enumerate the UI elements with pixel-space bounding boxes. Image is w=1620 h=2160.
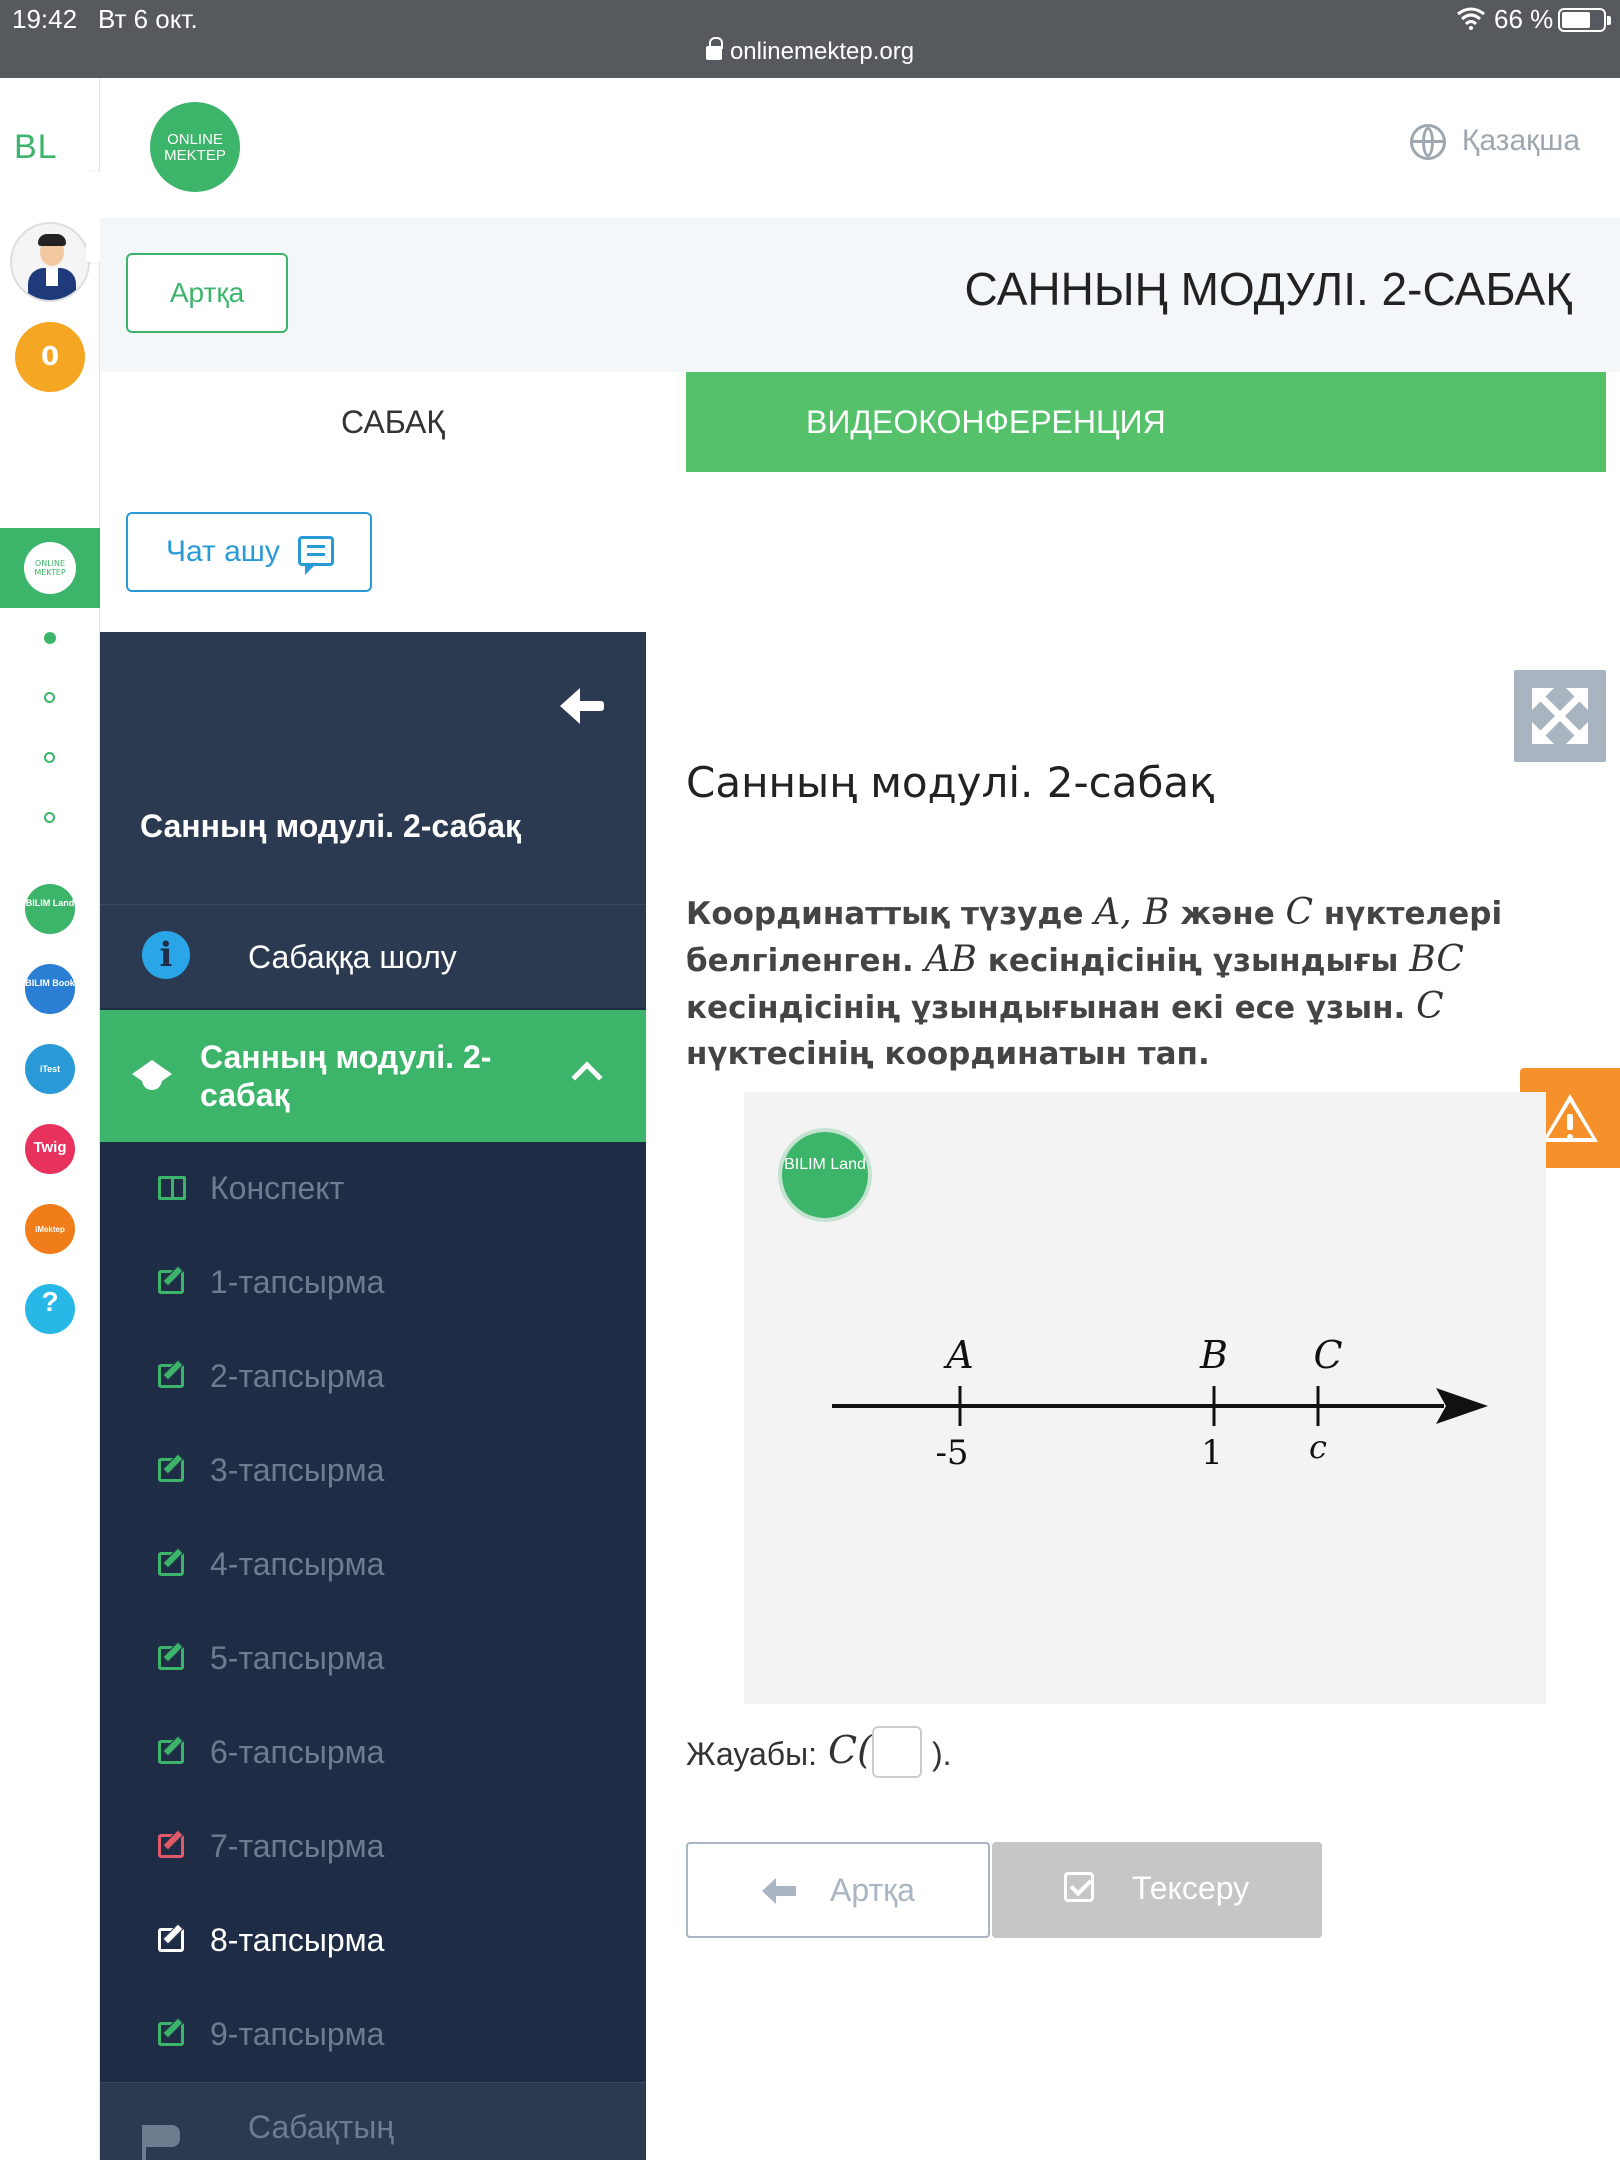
page-title: САННЫҢ МОДУЛІ. 2-САБАҚ	[964, 263, 1572, 315]
sidebar-item-label: 4-тапсырма	[210, 1546, 385, 1582]
twig-icon[interactable]: Twig	[25, 1124, 75, 1174]
rail-dot[interactable]	[44, 632, 56, 644]
arrow-left-icon[interactable]	[560, 688, 604, 724]
rail-dot[interactable]	[44, 752, 55, 763]
bl-logo[interactable]: BL	[14, 128, 58, 166]
value-label-b: 1	[1201, 1433, 1223, 1473]
edit-icon	[158, 1364, 184, 1388]
checkbox-icon	[1064, 1872, 1094, 1902]
graduation-cap-icon	[132, 1060, 172, 1090]
sidebar-item-task-5[interactable]	[100, 1612, 646, 1706]
value-label-a: -5	[935, 1433, 969, 1473]
sidebar-header	[100, 632, 646, 904]
battery-icon	[1558, 8, 1606, 32]
check-button[interactable]	[992, 1842, 1322, 1938]
status-time: 19:42	[12, 4, 78, 34]
sidebar-item-task-1[interactable]	[100, 1236, 646, 1330]
sidebar-item-label: 3-тапсырма	[210, 1452, 385, 1488]
rail-item-onlinemektep[interactable]	[0, 528, 100, 608]
points-badge[interactable]: 0	[15, 322, 85, 392]
sidebar-item-label: 5-тапсырма	[210, 1640, 385, 1676]
sidebar-item-overview[interactable]	[100, 904, 646, 1008]
header	[100, 78, 1620, 218]
edit-icon	[158, 1740, 184, 1764]
edit-icon	[158, 1928, 184, 1952]
sidebar-item-summary[interactable]	[100, 2082, 646, 2160]
wifi-icon	[1456, 6, 1486, 30]
bilimland-logo: BILIM Land	[782, 1132, 868, 1218]
edit-icon	[158, 1646, 184, 1670]
task-text: Координаттық түзуде A, B және C нүктелері белгіленген. AB кесіндісінің ұзындығы BC кесіндісінің ұзындығынан екі есе ұзын. C нүктесінің координатын тап.	[686, 892, 1503, 1072]
bilimland-icon[interactable]: BILIM Land	[25, 884, 75, 934]
onlinemektep-icon: ONLINE MEKTEP	[24, 542, 76, 594]
sidebar-item-label: 2-тапсырма	[210, 1358, 385, 1394]
chat-icon	[298, 536, 334, 566]
back-button-bottom[interactable]	[686, 1842, 990, 1938]
address-bar[interactable]	[0, 38, 1620, 66]
imektep-icon[interactable]: iMektep	[25, 1204, 75, 1254]
point-label-a: A	[946, 1333, 974, 1377]
answer-close: ).	[932, 1736, 952, 1772]
number-line-figure	[744, 1092, 1546, 1704]
status-date: Вт 6 окт.	[98, 4, 198, 34]
sidebar-item-task-3[interactable]	[100, 1424, 646, 1518]
back-button-label: Артқа	[830, 1872, 915, 1908]
sidebar-item-task-8[interactable]	[100, 1894, 646, 1988]
sidebar-item-label: Сабаққа шолу	[248, 939, 457, 975]
point-label-b: B	[1200, 1333, 1228, 1377]
sidebar-item-label: 8-тапсырма	[210, 1922, 385, 1958]
sidebar-item-label: 9-тапсырма	[210, 2016, 385, 2052]
tab-lesson[interactable]: САБАҚ	[100, 372, 686, 472]
sidebar-item-label: 1-тапсырма	[210, 1264, 385, 1300]
sidebar-item-task-2[interactable]	[100, 1330, 646, 1424]
title-band	[100, 218, 1620, 372]
url-text: onlinemektep.org	[729, 38, 915, 65]
language-label: Қазақша	[1461, 124, 1580, 157]
info-icon: i	[142, 931, 190, 979]
sidebar-section-label: Санның модулі. 2-сабақ	[200, 1039, 492, 1113]
edit-icon	[158, 2022, 184, 2046]
avatar[interactable]	[10, 222, 90, 302]
itest-icon[interactable]: iTest	[25, 1044, 75, 1094]
help-icon[interactable]: ?	[25, 1284, 75, 1334]
sidebar-item-task-7[interactable]	[100, 1800, 646, 1894]
value-label-c: c	[1309, 1428, 1327, 1466]
sidebar-item-label: 6-тапсырма	[210, 1734, 385, 1770]
sidebar-item-label: 7-тапсырма	[210, 1828, 385, 1864]
onlinemektep-logo[interactable]: ONLINE MEKTEP	[150, 102, 240, 192]
check-button-label: Тексеру	[1132, 1870, 1250, 1906]
language-switcher[interactable]	[1410, 124, 1580, 160]
answer-label: Жауабы:	[686, 1736, 817, 1772]
left-rail	[0, 78, 100, 2160]
lock-icon	[706, 46, 722, 60]
sidebar-item-task-9[interactable]	[100, 1988, 646, 2082]
expand-icon	[1514, 670, 1606, 762]
sidebar-item-label: Конспект	[210, 1170, 345, 1206]
status-bar	[0, 0, 1620, 78]
globe-icon	[1410, 124, 1446, 160]
sidebar-item-konspekt[interactable]	[100, 1142, 646, 1236]
flag-icon	[142, 2125, 182, 2160]
edit-icon	[158, 1270, 184, 1294]
rail-dot[interactable]	[44, 692, 55, 703]
edit-icon	[158, 1552, 184, 1576]
edit-icon	[158, 1834, 184, 1858]
number-line	[744, 1092, 1546, 1704]
lesson-sidebar	[100, 632, 646, 2160]
book-icon	[158, 1176, 186, 1200]
open-chat-button[interactable]	[126, 512, 372, 592]
back-button[interactable]: Артқа	[126, 253, 288, 333]
sidebar-item-task-6[interactable]	[100, 1706, 646, 1800]
sidebar-title: Санның модулі. 2-сабақ	[140, 808, 521, 844]
rail-dot[interactable]	[44, 812, 55, 823]
sidebar-item-task-4[interactable]	[100, 1518, 646, 1612]
battery-percent: 66 %	[1494, 4, 1554, 34]
answer-variable: C(	[828, 1728, 872, 1772]
chat-button-label: Чат ашу	[166, 535, 280, 568]
arrow-left-icon	[762, 1878, 796, 1904]
answer-input[interactable]	[872, 1726, 922, 1778]
fullscreen-button[interactable]	[1514, 670, 1606, 762]
point-label-c: C	[1313, 1333, 1343, 1377]
sidebar-section-active[interactable]	[100, 1010, 646, 1142]
lesson-title: Санның модулі. 2-сабақ	[686, 758, 1215, 807]
tab-videoconference[interactable]: ВИДЕОКОНФЕРЕНЦИЯ	[686, 372, 1606, 472]
bilimbook-icon[interactable]: BILIM Book	[25, 964, 75, 1014]
sidebar-item-label: Сабақтың	[248, 2109, 394, 2145]
chevron-up-icon[interactable]	[571, 1061, 602, 1092]
edit-icon	[158, 1458, 184, 1482]
